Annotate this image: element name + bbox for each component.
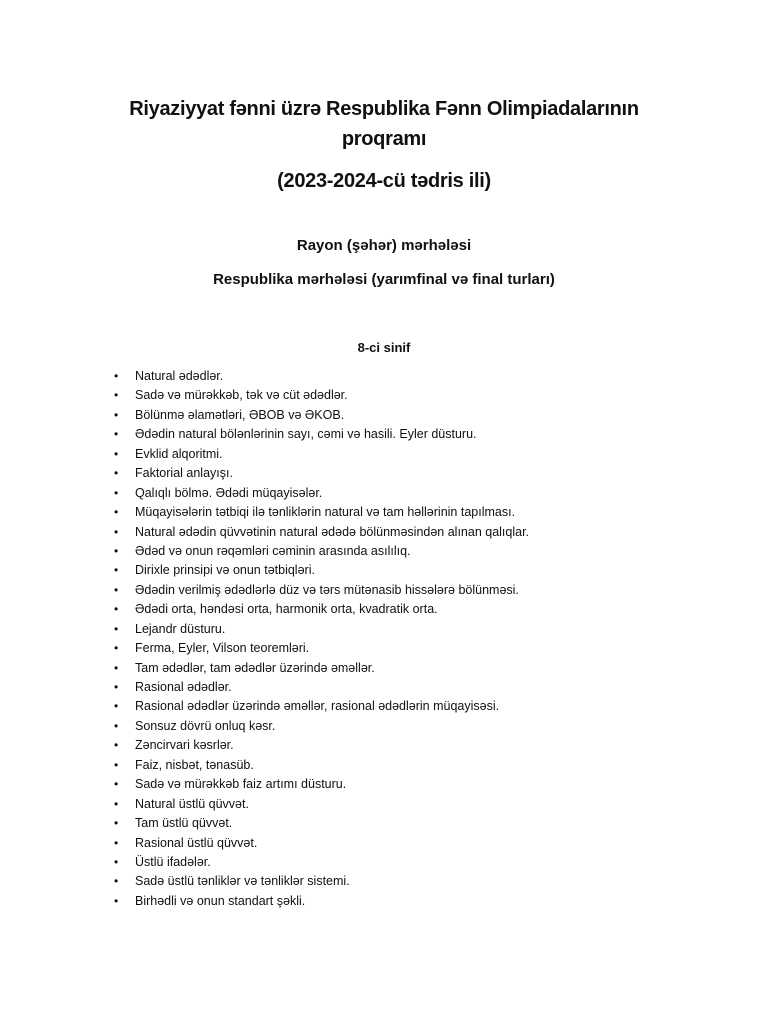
list-item-text: Sadə üstlü tənliklər və tənliklər sistemi. <box>135 874 350 889</box>
bullet-icon: • <box>114 582 119 597</box>
bullet-icon: • <box>114 854 119 869</box>
list-item-text: Üstlü ifadələr. <box>135 854 211 869</box>
list-item <box>0 542 768 561</box>
list-item-text: Tam üstlü qüvvət. <box>135 816 233 831</box>
list-item <box>0 775 768 794</box>
list-item <box>0 367 768 386</box>
list-item <box>0 872 768 891</box>
bullet-icon: • <box>114 699 119 714</box>
bullet-icon: • <box>114 738 119 753</box>
bullet-icon: • <box>114 660 119 675</box>
list-item-text: Qalıqlı bölmə. Ədədi müqayisələr. <box>135 485 323 500</box>
bullet-icon: • <box>114 524 119 539</box>
list-item-text: Natural ədədin qüvvətinin natural ədədə bölünməsindən alınan qalıqlar. <box>135 524 530 539</box>
stage-heading-republic: Respublika mərhələsi (yarımfinal və final turları) <box>213 271 555 288</box>
list-item-text: Faktorial anlayışı. <box>135 466 233 481</box>
list-item-text: Zəncirvari kəsrlər. <box>135 738 234 753</box>
bullet-icon: • <box>114 563 119 578</box>
bullet-icon: • <box>114 446 119 461</box>
bullet-icon: • <box>114 641 119 656</box>
list-item-text: Bölünmə əlamətləri, ƏBOB və ƏKOB. <box>135 407 345 422</box>
list-item <box>0 814 768 833</box>
list-item <box>0 717 768 736</box>
bullet-icon: • <box>114 621 119 636</box>
list-item-text: Birhədli və onun standart şəkli. <box>135 893 306 908</box>
bullet-icon: • <box>114 893 119 908</box>
stage-heading-district: Rayon (şəhər) mərhələsi <box>296 237 472 254</box>
list-item-text: Tam ədədlər, tam ədədlər üzərində əməllər. <box>135 660 375 675</box>
title-line-1: Riyaziyyat fənni üzrə Respublika Fənn Olimpiadalarının <box>129 98 639 120</box>
list-item <box>0 756 768 775</box>
bullet-icon: • <box>114 796 119 811</box>
bullet-icon: • <box>114 777 119 792</box>
list-item <box>0 639 768 658</box>
list-item-text: Ədədin verilmiş ədədlərlə düz və tərs mütənasib hissələrə bölünməsi. <box>135 582 519 597</box>
list-item <box>0 736 768 755</box>
bullet-icon: • <box>114 680 119 694</box>
list-item <box>0 600 768 619</box>
bullet-icon: • <box>114 602 119 617</box>
list-item-text: Ədədin natural bölənlərinin sayı, cəmi və hasili. Eyler düsturu. <box>135 427 477 442</box>
academic-year-heading: (2023-2024-cü tədris ili) <box>277 170 491 192</box>
bullet-icon: • <box>114 757 119 772</box>
bullet-icon: • <box>114 407 119 422</box>
bullet-icon: • <box>114 388 119 403</box>
list-item-text: Natural ədədlər. <box>135 369 224 383</box>
bullet-icon: • <box>114 835 119 850</box>
list-item-text: Sonsuz dövrü onluq kəsr. <box>135 718 276 733</box>
list-item <box>0 406 768 425</box>
bullet-icon: • <box>114 816 119 831</box>
bullet-icon: • <box>114 718 119 733</box>
list-item <box>0 484 768 503</box>
list-item-text: Ferma, Eyler, Vilson teoremləri. <box>135 641 310 656</box>
list-item <box>0 464 768 483</box>
list-item <box>0 445 768 464</box>
list-item-text: Rasional ədədlər. <box>135 680 232 694</box>
bullet-icon: • <box>114 466 119 481</box>
list-item <box>0 581 768 600</box>
list-item <box>0 503 768 522</box>
list-item <box>0 795 768 814</box>
title-line-2: proqramı <box>341 128 427 150</box>
grade-heading: 8-ci sinif <box>357 340 411 355</box>
list-item-text: Lejandr düsturu. <box>135 621 226 636</box>
topic-list <box>0 367 768 911</box>
list-item-text: Ədəd və onun rəqəmləri cəminin arasında asılılıq. <box>135 543 411 558</box>
list-item <box>0 620 768 639</box>
bullet-icon: • <box>114 874 119 889</box>
bullet-icon: • <box>114 505 119 520</box>
list-item <box>0 523 768 542</box>
list-item-text: Ədədi orta, həndəsi orta, harmonik orta, kvadratik orta. <box>135 602 438 617</box>
list-item-text: Evklid alqoritmi. <box>135 446 223 461</box>
document-title <box>0 94 768 154</box>
list-item <box>0 853 768 872</box>
bullet-icon: • <box>114 369 119 383</box>
bullet-icon: • <box>114 485 119 500</box>
list-item-text: Sadə və mürəkkəb, tək və cüt ədədlər. <box>135 388 348 403</box>
list-item <box>0 697 768 716</box>
list-item <box>0 659 768 678</box>
bullet-icon: • <box>114 543 119 558</box>
list-item <box>0 834 768 853</box>
bullet-icon: • <box>114 427 119 442</box>
list-item <box>0 678 768 697</box>
list-item-text: Faiz, nisbət, tənasüb. <box>135 757 254 772</box>
list-item <box>0 386 768 405</box>
list-item-text: Müqayisələrin tətbiqi ilə tənliklərin natural və tam həllərinin tapılması. <box>135 505 516 520</box>
list-item-text: Natural üstlü qüvvət. <box>135 796 249 811</box>
list-item-text: Dirixle prinsipi və onun tətbiqləri. <box>135 563 315 578</box>
list-item <box>0 892 768 911</box>
list-item <box>0 561 768 580</box>
list-item-text: Rasional ədədlər üzərində əməllər, rasional ədədlərin müqayisəsi. <box>135 699 500 714</box>
list-item-text: Rasional üstlü qüvvət. <box>135 835 258 850</box>
list-item-text: Sadə və mürəkkəb faiz artımı düsturu. <box>135 777 347 792</box>
list-item <box>0 425 768 444</box>
